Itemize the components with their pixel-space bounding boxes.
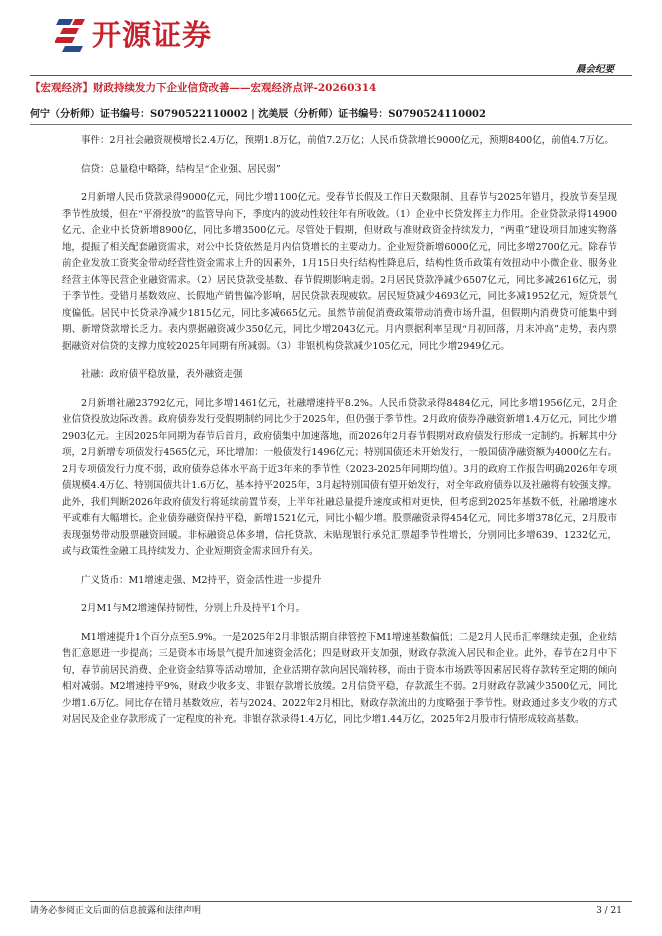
footer-divider xyxy=(30,901,632,902)
report-title: 【宏观经济】财政持续发力下企业信贷改善——宏观经济点评-20260314 xyxy=(30,82,377,94)
section-tag: 晨会纪要 xyxy=(575,64,614,75)
brand-name: 开源证券 xyxy=(92,18,213,52)
page-header xyxy=(0,0,662,78)
author-divider xyxy=(30,124,632,125)
footer-disclaimer: 请务必参阅正文后面的信息披露和法律声明 xyxy=(30,906,202,916)
event-paragraph: 事件：2月社会融资规模增长2.4万亿，预期1.8万亿，前值7.2万亿；人民币贷款增长9000亿元，预期8400亿，前值4.7万亿。 xyxy=(81,135,614,146)
section-heading-credit: 信贷：总量稳中略降，结构呈“企业强、居民弱” xyxy=(81,163,281,175)
kaiyuan-logo-icon xyxy=(55,17,87,53)
section-heading-money-supply: 广义货币：M1增速走强、M2持平，资金活性进一步提升 xyxy=(81,574,322,586)
credit-paragraph: 2月新增人民币贷款录得9000亿元，同比少增1100亿元。受春节长假及工作日天数限制、且春节与2025年错月，投放节奏呈现季节性放缓，但在“平滑投放”的监管导向下，季度内的波动性较往年有所收敛。（1）企业中长贷发挥主力作用。企业贷款录得14900亿元、企业中长贷新增8900亿，同比多增3500亿元。尽管处于假期，但财政与准财政资金持续发力，“两重”建设项目加速实物落地，提振了相关配套融资需求，对公中长贷依然是月内信贷增长的主要动力。企业短贷新增6000亿元，同比多增2700亿元。除春节前企业发放工资奖金带动经营性资金需求上升的因素外，1月15日央行结构性降息后，结构性货币政策有效扭动中小微企业、服务业经营主体等民营企业融资需求。（2）居民贷款受基数、春节假期影响走弱。2月居民贷款净减少6507亿元，同比多减2616亿元，弱于季节性。受错月基数效应、长假地产销售偏冷影响，居民贷款表现疲软。居民短贷减少4693亿元，同比多减1952亿元，短贷景气度偏低。居民中长贷录净减少1815亿元，同比多减665亿元。虽然节前促消费政策带动消费市场升温，但假期内消费贷可能集中到期、新增贷款增长乏力。表内票据融资减少350亿元，同比少增2043亿元。月内票据利率呈现“月初回落，月末冲高”走势，表内票据融资对信贷的支撑力度较2025年同期有所减弱。（3）非银机构贷款减少105亿元，同比少增2949亿元。 xyxy=(62,192,617,352)
page-number: 3 / 21 xyxy=(596,906,622,916)
section-heading-social-financing: 社融：政府债平稳放量，表外融资走强 xyxy=(81,369,243,380)
money-supply-summary: 2月M1与M2增速保持韧性，分别上升及持平1个月。 xyxy=(81,603,306,614)
social-financing-paragraph: 2月新增社融23792亿元，同比多增1461亿元，社融增速持平8.2%。人民币贷款录得8484亿元，同比多增1956亿元，2月企业信贷投放边际改善。政府债券发行受假期制约同比少于2025年，但仍强于季节性。2月政府债券净融资新增1.4万亿元，同比少增2903亿元。主因2025年同期为春节后首月，政府债集中加速落地，而2026年2月春节假期对政府债发行形成一定制约。拆解其中分项，2月新增专项债发行4565亿元，环比增加：一般债发行1496亿元；特别国债还未开始发行，一般国债净融资额为4000亿左右。2月专项债发行力度不弱，政府债券总体水平高于近3年来的季节性（2023-2025年同期均值）。3月的政府工作报告明确2026年专项债规模4.4万亿、特别国债共计1.6万亿，基本持平2025年，3月起特别国债有望开始发行，对全年政府债券以及社融将有较强支撑。此外，我们判断2026年政府债发行将延续前置节奏，上半年社融总量提升速度或相对更快，但考虑到2025年基数不低，社融增速水平或难有大幅增长。企业债券融资保持平稳，新增1521亿元，同比小幅少增。股票融资录得454亿元，同比多增378亿元，2月股市表现强势带动股票融资回暖。非标融资总体多增，信托贷款、未贴现银行承兑汇票超季节性增长，分别同比多增639、1232亿元，或与政策性金融工具持续发力、企业短期资金需求回升有关。 xyxy=(62,397,617,557)
header-divider xyxy=(30,75,632,76)
money-supply-paragraph: M1增速提升1个百分点至5.9%。一是2025年2月非银活期自律管控下M1增速基数偏低；二是2月人民币汇率继续走强，企业结售汇意愿进一步提高；三是资本市场景气提升加速资金活化；四是财政开支加强，财政存款流入居民和企业。此外，春节在2月中下旬，春节前居民消费、企业资金结算等活动增加，企业活期存款向居民端转移，而由于资本市场跌等因素居民将存款转至定期的倾向相对减弱。M2增速持平9%，财政少收多支、非银存款增长放缓。2月信贷平稳，存款派生不弱。2月财政存款减少3500亿元，同比少增1.6万亿。同比存在错月基数效应，若与2024、2022年2月相比，财政存款流出的力度略强于季节性。财政通过多支少收的方式对居民及企业存款形成了一定程度的补充。非银存款录得1.4万亿，同比少增1.44万亿，2025年2月股市行情形成较高基数。 xyxy=(62,631,617,725)
author-line: 何宁（分析师）证书编号：S0790522110002 | 沈美辰（分析师）证书编号：S0790524110002 xyxy=(30,109,486,120)
report-body xyxy=(62,133,617,741)
